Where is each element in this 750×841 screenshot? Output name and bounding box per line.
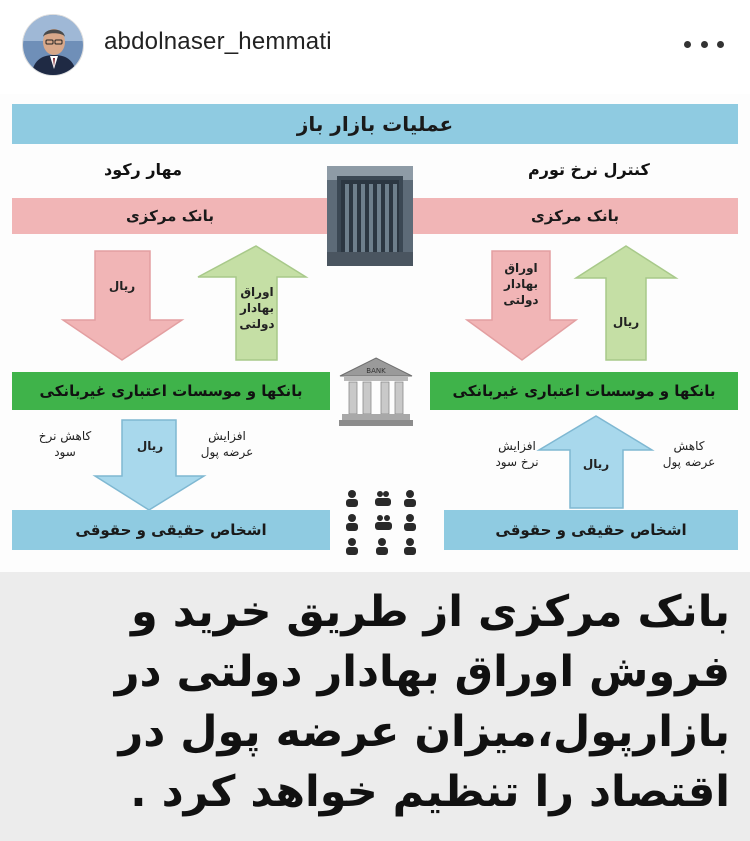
- right-down-arrow-label: اوراق بهادار دولتی: [503, 261, 539, 308]
- bank-sign-text: BANK: [366, 367, 386, 375]
- avatar[interactable]: [22, 14, 84, 76]
- right-people-band: اشخاص حقیقی و حقوقی: [444, 510, 738, 550]
- right-decrease-money-supply-text: کاهش عرضه پول: [662, 439, 716, 470]
- right-banks-band: بانکها و موسسات اعتباری غیربانکی: [430, 372, 738, 410]
- people-group-icon: [340, 488, 426, 562]
- dot-icon: [701, 41, 708, 48]
- caption-area: [0, 572, 750, 841]
- username[interactable]: abdolnaser_hemmati: [104, 28, 332, 55]
- left-up-arrow-label: اوراق بهادار دولتی: [239, 285, 275, 332]
- caption-text: بانک مرکزی از طریق خرید و فروش اوراق بهادار دولتی در بازارپول،میزان عرضه پول در اقتصاد را تنظیم خواهد کرد .: [114, 587, 730, 817]
- profile-photo-icon: [23, 15, 84, 76]
- left-heading: مهار رکود: [104, 160, 183, 179]
- right-flow-arrow-label: ریال: [582, 457, 610, 471]
- more-options-icon[interactable]: [684, 34, 724, 54]
- right-central-bank-band: بانک مرکزی: [412, 198, 738, 234]
- right-up-arrow: [576, 246, 676, 360]
- left-flow-down-arrow: [95, 420, 204, 510]
- infographic-diagram: [0, 94, 750, 572]
- left-banks-band: بانکها و موسسات اعتباری غیربانکی: [12, 372, 330, 410]
- central-bank-building-icon: [327, 166, 413, 266]
- left-flow-arrow-label: ریال: [136, 439, 164, 453]
- right-up-arrow-label: ریال: [612, 315, 640, 329]
- left-down-arrow-label: ریال: [108, 279, 136, 293]
- dot-icon: [717, 41, 724, 48]
- left-increase-money-supply-text: افزایش عرضه پول: [200, 429, 254, 460]
- diagram-title: عملیات بازار باز: [12, 104, 738, 144]
- left-down-arrow: [63, 251, 182, 360]
- right-increase-interest-text: افزایش نرخ سود: [495, 439, 539, 470]
- left-central-bank-band: بانک مرکزی: [12, 198, 328, 234]
- post-header: [0, 0, 750, 92]
- left-people-band: اشخاص حقیقی و حقوقی: [12, 510, 330, 550]
- right-heading: کنترل نرخ تورم: [528, 160, 650, 179]
- bank-building-icon: [338, 356, 414, 428]
- dot-icon: [684, 41, 691, 48]
- left-decrease-interest-text: کاهش نرخ سود: [38, 429, 92, 460]
